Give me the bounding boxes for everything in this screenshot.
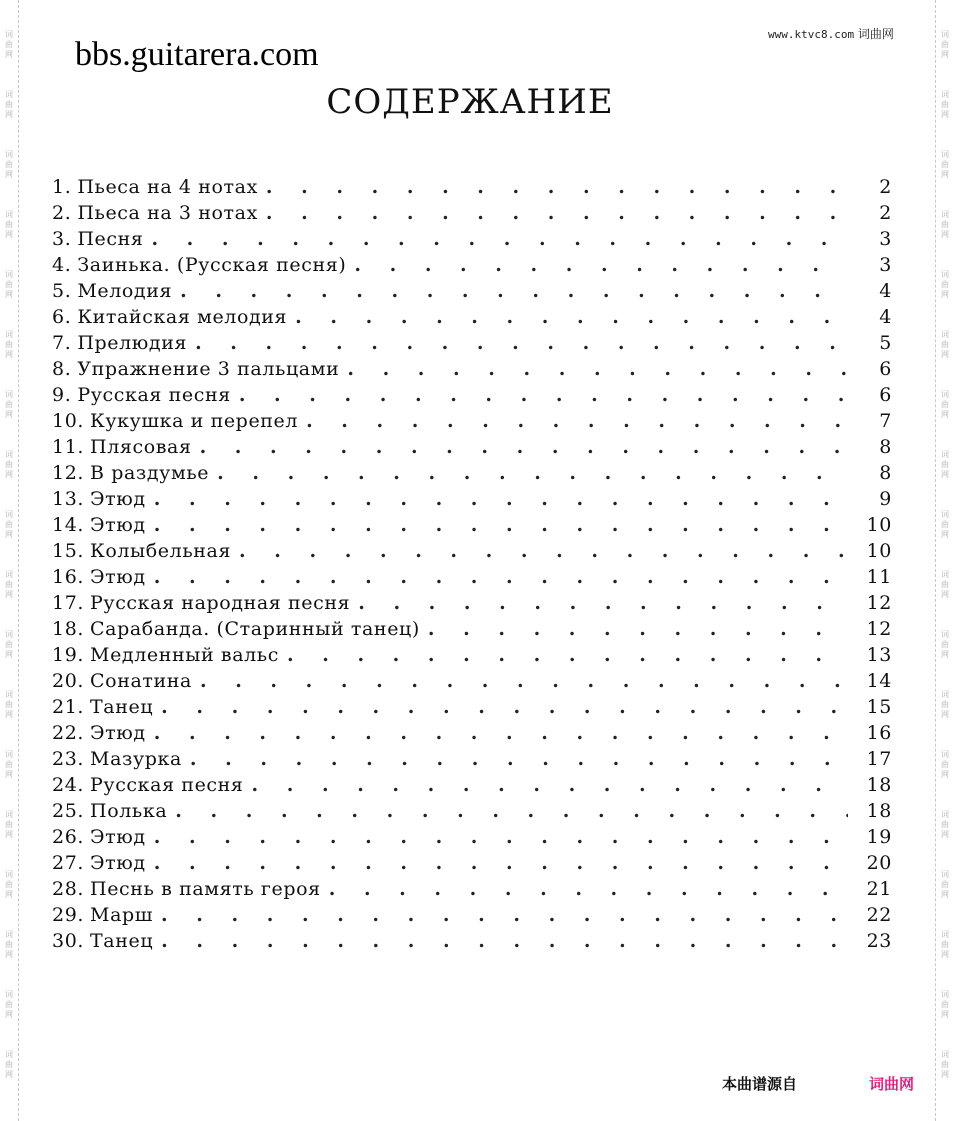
toc-entry[interactable] bbox=[52, 462, 892, 488]
watermark-text: 词曲网 bbox=[5, 750, 13, 779]
toc-entry[interactable] bbox=[52, 774, 892, 800]
toc-entry[interactable] bbox=[52, 540, 892, 566]
toc-entry[interactable] bbox=[52, 696, 892, 722]
watermark-text: 词曲网 bbox=[941, 30, 949, 59]
toc-entry[interactable] bbox=[52, 670, 892, 696]
watermark-text: 词曲网 bbox=[5, 810, 13, 839]
toc-entry-title: Песня bbox=[77, 228, 144, 250]
toc-entry-number: 12. bbox=[52, 462, 85, 484]
toc-entry-number: 3. bbox=[52, 228, 72, 250]
watermark-text: 词曲网 bbox=[941, 870, 949, 899]
toc-entry-title: Песнь в память героя bbox=[90, 878, 321, 900]
watermark-text: 词曲网 bbox=[941, 930, 949, 959]
toc-dot-leader bbox=[295, 306, 848, 328]
toc-dot-leader bbox=[175, 800, 848, 822]
toc-entry-title: Танец bbox=[90, 696, 154, 718]
toc-dot-leader bbox=[428, 618, 848, 640]
toc-entry-number: 17. bbox=[52, 592, 85, 614]
site-url[interactable]: bbs.guitarera.com bbox=[75, 36, 319, 73]
toc-entry-number: 4. bbox=[52, 254, 72, 276]
toc-entry-number: 21. bbox=[52, 696, 85, 718]
watermark-text: 词曲网 bbox=[941, 510, 949, 539]
watermark-text: 词曲网 bbox=[5, 630, 13, 659]
toc-dot-leader bbox=[161, 930, 848, 952]
toc-dot-leader bbox=[200, 670, 848, 692]
toc-entry[interactable] bbox=[52, 514, 892, 540]
toc-entry-title: Этюд bbox=[90, 488, 146, 510]
watermark-text: 词曲网 bbox=[5, 450, 13, 479]
toc-dot-leader bbox=[217, 462, 848, 484]
watermark-text: 词曲网 bbox=[5, 210, 13, 239]
toc-entry-page: 9 bbox=[879, 488, 892, 510]
toc-entry-number: 18. bbox=[52, 618, 85, 640]
watermark-text: 词曲网 bbox=[941, 570, 949, 599]
toc-entry-number: 5. bbox=[52, 280, 72, 302]
toc-entry[interactable] bbox=[52, 800, 892, 826]
toc-entry-page: 7 bbox=[879, 410, 892, 432]
toc-entry-page: 17 bbox=[866, 748, 892, 770]
watermark-text: 词曲网 bbox=[941, 750, 949, 779]
watermark-text: 词曲网 bbox=[5, 870, 13, 899]
toc-entry-number: 11. bbox=[52, 436, 85, 458]
toc-entry[interactable] bbox=[52, 904, 892, 930]
toc-entry-number: 7. bbox=[52, 332, 72, 354]
toc-dot-leader bbox=[154, 514, 848, 536]
watermark-text: 词曲网 bbox=[941, 1050, 949, 1079]
toc-entry-title: Этюд bbox=[90, 852, 146, 874]
toc-entry-page: 15 bbox=[866, 696, 892, 718]
toc-entry-page: 14 bbox=[866, 670, 892, 692]
toc-entry[interactable] bbox=[52, 202, 892, 228]
toc-entry-title: Кукушка и перепел bbox=[90, 410, 299, 432]
ktv-url[interactable]: www.ktvc8.com bbox=[768, 28, 855, 41]
toc-entry[interactable] bbox=[52, 592, 892, 618]
toc-dot-leader bbox=[195, 332, 848, 354]
toc-entry[interactable] bbox=[52, 852, 892, 878]
watermark-text: 词曲网 bbox=[5, 390, 13, 419]
table-of-contents bbox=[52, 176, 892, 956]
ktv-brand: 词曲网 bbox=[857, 27, 894, 41]
watermark-text: 词曲网 bbox=[5, 30, 13, 59]
toc-entry-page: 2 bbox=[879, 176, 892, 198]
watermark-text: 词曲网 bbox=[941, 390, 949, 419]
watermark-text: 词曲网 bbox=[941, 810, 949, 839]
toc-entry-title: Мазурка bbox=[90, 748, 182, 770]
toc-entry-title: Пьеса на 4 нотах bbox=[77, 176, 258, 198]
toc-entry-number: 27. bbox=[52, 852, 85, 874]
toc-dot-leader bbox=[266, 202, 848, 224]
toc-entry-page: 6 bbox=[879, 384, 892, 406]
toc-entry-number: 15. bbox=[52, 540, 85, 562]
toc-entry-number: 19. bbox=[52, 644, 85, 666]
toc-entry-title: Марш bbox=[90, 904, 154, 926]
toc-entry-page: 4 bbox=[879, 306, 892, 328]
toc-entry-number: 16. bbox=[52, 566, 85, 588]
toc-entry-page: 2 bbox=[879, 202, 892, 224]
toc-entry-page: 8 bbox=[879, 462, 892, 484]
toc-dot-leader bbox=[154, 488, 848, 510]
toc-entry-page: 12 bbox=[866, 592, 892, 614]
toc-entry[interactable] bbox=[52, 436, 892, 462]
watermark-text: 词曲网 bbox=[5, 510, 13, 539]
toc-entry[interactable] bbox=[52, 280, 892, 306]
toc-entry-number: 26. bbox=[52, 826, 85, 848]
toc-entry-page: 5 bbox=[879, 332, 892, 354]
toc-dot-leader bbox=[329, 878, 848, 900]
watermark-text: 词曲网 bbox=[5, 930, 13, 959]
toc-entry-title: Этюд bbox=[90, 514, 146, 536]
toc-dot-leader bbox=[161, 904, 848, 926]
toc-entry-title: Пьеса на 3 нотах bbox=[77, 202, 258, 224]
toc-entry-number: 6. bbox=[52, 306, 72, 328]
toc-entry[interactable] bbox=[52, 306, 892, 332]
ktv-header bbox=[768, 25, 894, 42]
watermark-text: 词曲网 bbox=[941, 990, 949, 1019]
toc-entry[interactable] bbox=[52, 566, 892, 592]
toc-dot-leader bbox=[180, 280, 848, 302]
toc-entry-number: 10. bbox=[52, 410, 85, 432]
watermark-text: 词曲网 bbox=[5, 270, 13, 299]
toc-entry[interactable] bbox=[52, 748, 892, 774]
toc-entry-number: 2. bbox=[52, 202, 72, 224]
toc-entry[interactable] bbox=[52, 488, 892, 514]
toc-entry-page: 18 bbox=[866, 800, 892, 822]
toc-entry-page: 3 bbox=[879, 254, 892, 276]
toc-dot-leader bbox=[161, 696, 848, 718]
toc-dot-leader bbox=[287, 644, 848, 666]
toc-dot-leader bbox=[200, 436, 848, 458]
toc-entry-number: 24. bbox=[52, 774, 85, 796]
toc-entry-title: Этюд bbox=[90, 566, 146, 588]
footer-source-label: 本曲谱源自 bbox=[722, 1075, 798, 1093]
toc-entry-page: 18 bbox=[866, 774, 892, 796]
toc-entry-title: Этюд bbox=[90, 722, 146, 744]
toc-entry[interactable] bbox=[52, 618, 892, 644]
toc-entry-number: 28. bbox=[52, 878, 85, 900]
toc-entry[interactable] bbox=[52, 254, 892, 280]
toc-entry-page: 8 bbox=[879, 436, 892, 458]
watermark-text: 词曲网 bbox=[941, 150, 949, 179]
toc-entry[interactable] bbox=[52, 930, 892, 956]
toc-dot-leader bbox=[354, 254, 848, 276]
watermark-text: 词曲网 bbox=[941, 690, 949, 719]
toc-entry-title: Китайская мелодия bbox=[77, 306, 288, 328]
watermark-text: 词曲网 bbox=[5, 150, 13, 179]
toc-entry-page: 11 bbox=[866, 566, 892, 588]
toc-dot-leader bbox=[306, 410, 848, 432]
toc-entry-title: Русская песня bbox=[90, 774, 244, 796]
toc-entry-page: 23 bbox=[866, 930, 892, 952]
watermark-text: 词曲网 bbox=[941, 330, 949, 359]
left-watermark-strip bbox=[0, 0, 19, 1121]
toc-entry-page: 21 bbox=[866, 878, 892, 900]
toc-entry-title: Русская народная песня bbox=[90, 592, 351, 614]
toc-entry-page: 4 bbox=[879, 280, 892, 302]
watermark-text: 词曲网 bbox=[5, 330, 13, 359]
toc-entry-page: 10 bbox=[866, 514, 892, 536]
toc-dot-leader bbox=[347, 358, 848, 380]
toc-entry-page: 20 bbox=[866, 852, 892, 874]
page-title: СОДЕРЖАНИЕ bbox=[326, 82, 614, 122]
watermark-text: 词曲网 bbox=[5, 1050, 13, 1079]
toc-dot-leader bbox=[266, 176, 848, 198]
watermark-text: 词曲网 bbox=[5, 90, 13, 119]
watermark-text: 词曲网 bbox=[941, 210, 949, 239]
toc-entry-page: 6 bbox=[879, 358, 892, 380]
toc-dot-leader bbox=[154, 722, 848, 744]
toc-dot-leader bbox=[239, 540, 848, 562]
toc-entry-number: 30. bbox=[52, 930, 85, 952]
toc-entry[interactable] bbox=[52, 722, 892, 748]
toc-entry-page: 10 bbox=[866, 540, 892, 562]
toc-entry-page: 13 bbox=[866, 644, 892, 666]
toc-entry[interactable] bbox=[52, 358, 892, 384]
toc-entry-title: Полька bbox=[90, 800, 168, 822]
toc-dot-leader bbox=[239, 384, 848, 406]
toc-entry[interactable] bbox=[52, 228, 892, 254]
toc-dot-leader bbox=[190, 748, 848, 770]
toc-entry[interactable] bbox=[52, 644, 892, 670]
toc-entry-page: 12 bbox=[866, 618, 892, 640]
toc-entry-page: 22 bbox=[866, 904, 892, 926]
toc-dot-leader bbox=[252, 774, 848, 796]
toc-entry-title: Плясовая bbox=[90, 436, 192, 458]
toc-entry-number: 25. bbox=[52, 800, 85, 822]
toc-entry-title: Медленный вальс bbox=[90, 644, 279, 666]
watermark-text: 词曲网 bbox=[5, 990, 13, 1019]
toc-entry-title: Танец bbox=[90, 930, 154, 952]
toc-entry-page: 19 bbox=[866, 826, 892, 848]
watermark-text: 词曲网 bbox=[5, 690, 13, 719]
toc-entry-title: Прелюдия bbox=[77, 332, 188, 354]
toc-entry-number: 22. bbox=[52, 722, 85, 744]
toc-entry-page: 16 bbox=[866, 722, 892, 744]
watermark-text: 词曲网 bbox=[941, 90, 949, 119]
toc-entry-title: Мелодия bbox=[77, 280, 173, 302]
toc-entry-number: 23. bbox=[52, 748, 85, 770]
toc-dot-leader bbox=[154, 566, 848, 588]
toc-entry[interactable] bbox=[52, 332, 892, 358]
toc-entry[interactable] bbox=[52, 878, 892, 904]
toc-entry-number: 20. bbox=[52, 670, 85, 692]
toc-entry-title: Упражнение 3 пальцами bbox=[77, 358, 340, 380]
watermark-text: 词曲网 bbox=[5, 570, 13, 599]
toc-dot-leader bbox=[154, 852, 848, 874]
toc-entry-number: 14. bbox=[52, 514, 85, 536]
toc-entry-number: 29. bbox=[52, 904, 85, 926]
footer-brand[interactable]: 词曲网 bbox=[869, 1075, 915, 1093]
toc-entry-title: Этюд bbox=[90, 826, 146, 848]
toc-entry[interactable] bbox=[52, 410, 892, 436]
toc-entry-number: 13. bbox=[52, 488, 85, 510]
toc-entry-title: Сонатина bbox=[90, 670, 192, 692]
right-watermark-strip bbox=[935, 0, 954, 1121]
toc-entry-title: Сарабанда. (Старинный танец) bbox=[90, 618, 420, 640]
toc-entry-title: Заинька. (Русская песня) bbox=[77, 254, 347, 276]
watermark-text: 词曲网 bbox=[941, 630, 949, 659]
toc-entry-number: 9. bbox=[52, 384, 72, 406]
toc-entry-page: 3 bbox=[879, 228, 892, 250]
toc-entry[interactable] bbox=[52, 384, 892, 410]
watermark-text: 词曲网 bbox=[941, 270, 949, 299]
watermark-text: 词曲网 bbox=[941, 450, 949, 479]
toc-dot-leader bbox=[151, 228, 848, 250]
toc-entry[interactable] bbox=[52, 826, 892, 852]
toc-entry-title: В раздумье bbox=[90, 462, 210, 484]
toc-entry[interactable] bbox=[52, 176, 892, 202]
toc-entry-title: Колыбельная bbox=[90, 540, 232, 562]
toc-entry-number: 8. bbox=[52, 358, 72, 380]
toc-entry-title: Русская песня bbox=[77, 384, 231, 406]
toc-dot-leader bbox=[358, 592, 848, 614]
toc-dot-leader bbox=[154, 826, 848, 848]
toc-entry-number: 1. bbox=[52, 176, 72, 198]
